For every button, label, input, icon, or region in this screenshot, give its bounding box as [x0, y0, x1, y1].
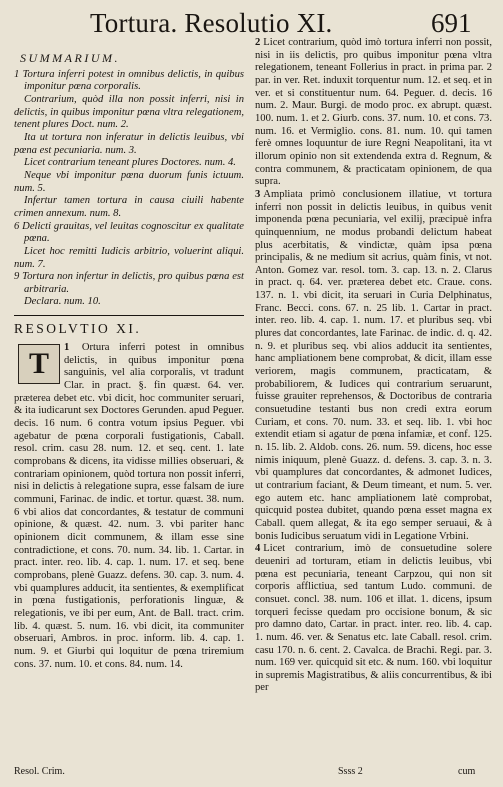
drop-cap: T — [18, 344, 60, 384]
summary-item: 1 Tortura inferri potest in omnibus delictis, in quibus imponitur pœna corporalis. — [14, 68, 244, 93]
paragraph-text: Licet contrarium, imò de consuetudine solere deueniri ad torturam, etiam in delictis leuibus, vbi pœna est pecuniaria, teneant Carpzou, qui non sit corporis afflictiua, sed tantum Ludo. communi. de consuet. concl. 38. num. 106 et illat. 1. dicens, ipsum torqueri fecisse quedam pro occisione bonum, & sic pro damno dato, Cartar. in pract. inter. reo. lib. 4. cap. 1. num. 46. ver. & Senatus etc. late Caball. resol. crim. casu 170. n. 6. cent. 2. Cavalca. de Brachi. Regi. par. 3. num. 169 ver. quicquid sit etc. & num. 160. vbi loquitur in supremis Magistratibus, & aliis concurrentibus, & ibi per — [255, 543, 492, 694]
summary-item: Licet contrarium teneant plures Doctores. num. 4. — [24, 157, 236, 169]
paragraph — [255, 37, 492, 189]
page-footer — [0, 766, 503, 784]
paragraph — [255, 543, 492, 695]
page-number: 691 — [431, 8, 472, 38]
summarium-heading: SUMMARIUM. — [20, 51, 120, 65]
summary-item: 9 Tortura non infertur in delictis, pro quibus pœna est arbitraria. — [14, 271, 244, 295]
catchword: cum — [458, 766, 476, 777]
paragraph-text: Licet contrarium, quòd imò tortura inferri non possit, nisi in iis delictis, pro quibus imponitur pœna vltra relegationem, teneant Follerius in pract. in prima par. 2 par. in ver. Ret. induxit torquentur num. 12. et seq. et in ver. et si constituentur num. 64. Peguer. d. decis. 16 num. 2. Maur. Burgi. de modo proc. ex abrupt. quæst. 100. num. 1. et 2. Giurb. cons. 37. num. 10. et cons. 73. num. 16. et Vermiglio. cons. 81. num. 10. qui tamen ferè omnes loquuntur de iure Regni Neapolitani, ita vt illorum opinio non sit extendenda extra d. Regnum, & contra communem, & practicatam opinionem, de qua supra. — [255, 37, 492, 188]
summary-item: Contrarium, quòd illa non possit inferri, nisi in delictis, in quibus imponitur pœna vltra relegationem, tenent plures Doct. num. 2. — [14, 93, 244, 131]
summary-item: Infertur tamen tortura in causa ciuili habente crimen annexum. num. 8. — [14, 195, 244, 219]
signature-mark: Ssss 2 — [338, 766, 363, 777]
paragraph — [255, 189, 492, 543]
running-title: Tortura. Resolutio XI. — [90, 8, 333, 38]
page-header — [0, 4, 503, 40]
left-column — [14, 50, 244, 671]
paragraph-text: Ampliata primò conclusionem illatiue, vt tortura inferri non possit in delictis leuibus, in quibus venit imponenda pœna pecuniaria, vel exilij, præcipuè infra quinquennium, ne modus probandi delictum habeat plus acerbitatis, & vindictæ, quàm ipsa pœna principalis, & ne medium sit acrius, quàm finis, vt not. Anton. Gomez var. resol. tom. 3. cap. 13. n. 2. Clarus in pract. q. 64. ver. præterea debet etc. Craue. cons. 137. n. 1. vbi dicit, ita seruari in Curia Delphinatus, Franc. Becci. cons. 67. n. 25 lib. 1. Cartar in pract. inter. reo. lib. 4. cap. 1. num. 17. et pluribus seq. vbi plures dat concordantes, late Farinac. de indic. d. q. 42. n. 9. et pluribus seq. vbi alios adducit ita sentientes, hanc ampliationem bene comprobat, & dicit, illam esse veriorem, magis communem, practicatam, & probabiliorem, & Iudices qui contrarium seruarunt, fuisse grauiter reprehensos, & Doctoribus de contraria consuetudine testanti bus non credi extra eorum Curiam, et cons. 70. num. 33. et seq. lib. 1. vbi hoc extendit etiam si agatur de pœna infamiæ, et conf. 125. n. 15. lib. 2. Aldob. cons. 26. num. 59. dicens, hoc esse nimis iniquum, plenè Guazz. d. defens. 3. cap. 3. n. 3. vbi quamplures dat concordantes, & admonet Iudices, ut contrarium faciant, & Deum timeant, et num. 5. ver. ego autem etc. hanc ampliationem latè comprobat, quicquid postea dubitet, quando pœna esset magna ex Caball. quem allegat, & ita ego semper seruaui, & à bonis Iudicibus seruatum vidi in Legatione Vrbini. — [255, 188, 492, 542]
paragraph-number: 3 — [255, 188, 261, 200]
resolution-body — [14, 342, 244, 671]
paragraph-number: 2 — [255, 37, 261, 48]
footer-title: Resol. Crim. — [14, 766, 65, 777]
right-column — [255, 37, 492, 695]
summary-item: Declara. num. 10. — [24, 296, 101, 308]
summary-item: Licet hoc remitti Iudicis arbitrio, voluerint aliqui. num. 7. — [14, 245, 244, 270]
summary-item: 6 Delicti grauitas, vel leuitas cognoscitur ex qualitate pœna. — [14, 220, 244, 245]
paragraph-number: 4 — [255, 543, 261, 555]
summary-item: Neque vbi imponitur pœna duorum funis ictuum. num. 5. — [14, 169, 244, 194]
section-heading: RESOLVTIO XI. — [14, 315, 244, 338]
resolution-text: Ortura inferri potest in omnibus delictis, in quibus imponitur pœna sanguinis, vel alia corporalis, vt tradunt Clar. in pract. §. fin quæst. 64. ver. præterea debet etc. vbi dicit, hoc communiter seruari, & ita iudicarunt sex Doctores Gerunden. apud Peguer. decis. 16 num. 6 contra votum ipsius Peguer. vbi agebatur de pœna corporali fustigationis, Caball. resol. crim. casu 28. num. 12. et seq. cent. 1. late comprobans & dicens, ita vidisse millies obseruari, & contrariam opinionem, quòd tortura non possit inferri, nisi in delictis à relegatione supra, esse falsam de iure communi, Farinac. de indic. et tortur. quæst. 38. num. 6 vbi alios dat concordantes, & testatur de communi opinione, & quæst. 42. num. 3. vbi pariter hanc opinionem dicit communem, & illam esse sine contradictione, et cons. 70. num. 34. lib. 1. Cartar. in pract. inter. reo. lib. 4. cap. 1. num. 17. et seq. bene comprobans, plenè Guazz. defens. 30. cap. 3. num. 4. vbi quamplures adducit, ita sentientes, & exemplificat in pœna fustigationis, perforationis linguæ, & relegationis, ve ibi per eum, Ant. de Ball. tract. crim. lib. 4. quæst. 5. num. 16. vbi dicit, ita communiter obseruari, Ambros. in proc. inform. lib. 4. cap. 1. num. 9. et Giurbi qui loquitur de pœna triremium cons. 37. num. 10. et cons. 84. num. 14. — [14, 342, 244, 670]
summary-item: Ita ut tortura non inferatur in delictis leuibus, vbi pœna est pecuniaria. num. 3. — [14, 131, 244, 156]
paragraph-marker: 1 — [64, 342, 70, 354]
